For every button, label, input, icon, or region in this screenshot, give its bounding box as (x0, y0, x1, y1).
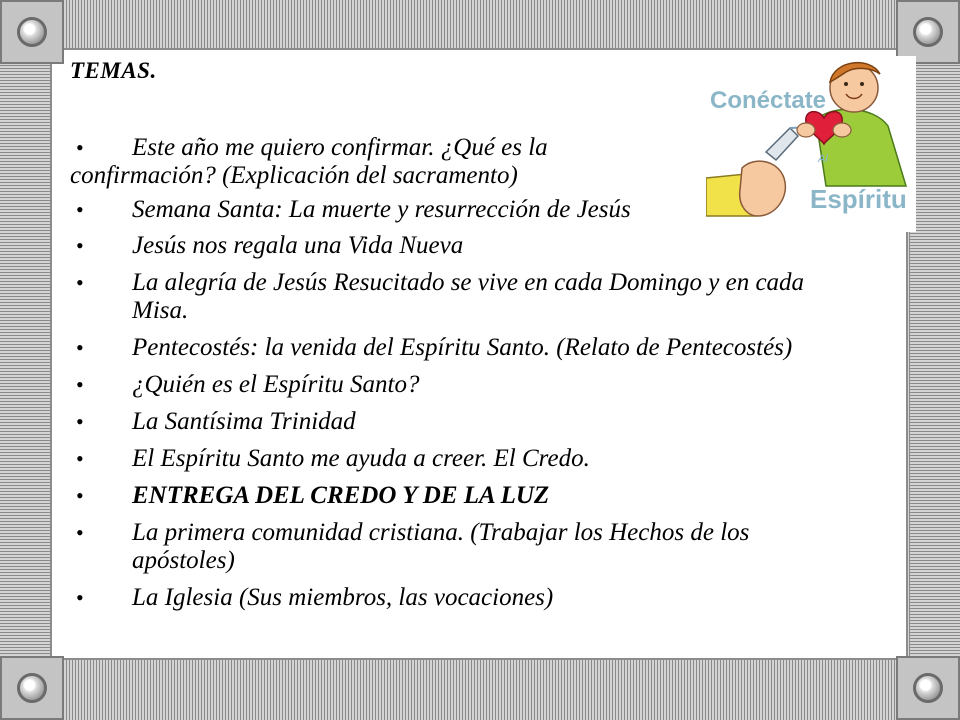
list-item-text: La alegría de Jesús Resucitado se vive en cada Domingo y en cada Misa. (132, 269, 805, 324)
bullet-icon: • (76, 233, 84, 258)
bullet-icon: • (76, 197, 84, 222)
bullet-icon: • (76, 372, 84, 397)
bullet-icon: • (76, 520, 84, 545)
illustration-word-espiritu: Espíritu (810, 184, 907, 214)
list-item (70, 519, 890, 575)
bullet-icon: • (76, 335, 84, 360)
bullet-icon: • (76, 585, 84, 610)
bullet-icon: • (76, 483, 84, 508)
list-item-text: Semana Santa: La muerte y resurrección de Jesús (132, 196, 631, 223)
circle-knob-icon (913, 673, 943, 703)
list-item (70, 269, 890, 325)
list-item-text: ¿Quién es el Espíritu Santo? (132, 371, 420, 398)
frame-left-border (0, 0, 50, 720)
list-item (70, 334, 890, 362)
list-item-text: La primera comunidad cristiana. (Trabajar los Hechos de los apóstoles) (132, 519, 750, 574)
bullet-icon: • (76, 409, 84, 434)
corner-ornament-top-right (896, 0, 960, 64)
list-item-text: Este año me quiero confirmar. ¿Qué es la confirmación? (Explicación del sacramento) (70, 134, 548, 189)
corner-ornament-top-left (0, 0, 64, 64)
bullet-icon: • (76, 270, 84, 295)
circle-knob-icon (913, 17, 943, 47)
bullet-icon: • (76, 135, 84, 160)
frame-right-border (910, 0, 960, 720)
circle-knob-icon (17, 673, 47, 703)
bullet-icon: • (76, 446, 84, 471)
corner-ornament-bottom-right (896, 656, 960, 720)
list-item-text: El Espíritu Santo me ayuda a creer. El Credo. (132, 445, 590, 472)
list-item (70, 232, 890, 260)
list-item-text: La Iglesia (Sus miembros, las vocaciones) (132, 584, 554, 611)
list-item (70, 445, 890, 473)
conectate-al-espiritu-illustration (706, 56, 916, 232)
list-item (70, 482, 890, 510)
list-item (70, 371, 890, 399)
illustration-word-al: Al (818, 153, 828, 165)
list-item-text: Jesús nos regala una Vida Nueva (132, 232, 464, 259)
illustration-word-conectate: Conéctate (710, 87, 827, 114)
list-item (70, 584, 890, 612)
boy-holding-heart-icon (706, 56, 916, 232)
slide-title: TEMAS. (70, 58, 157, 83)
list-item-text: La Santísima Trinidad (132, 408, 356, 435)
list-item-text: ENTREGA DEL CREDO Y DE LA LUZ (132, 482, 550, 509)
list-item-text: Pentecostés: la venida del Espíritu Santo. (Relato de Pentecostés) (132, 334, 793, 361)
circle-knob-icon (17, 17, 47, 47)
list-item (70, 408, 890, 436)
corner-ornament-bottom-left (0, 656, 64, 720)
